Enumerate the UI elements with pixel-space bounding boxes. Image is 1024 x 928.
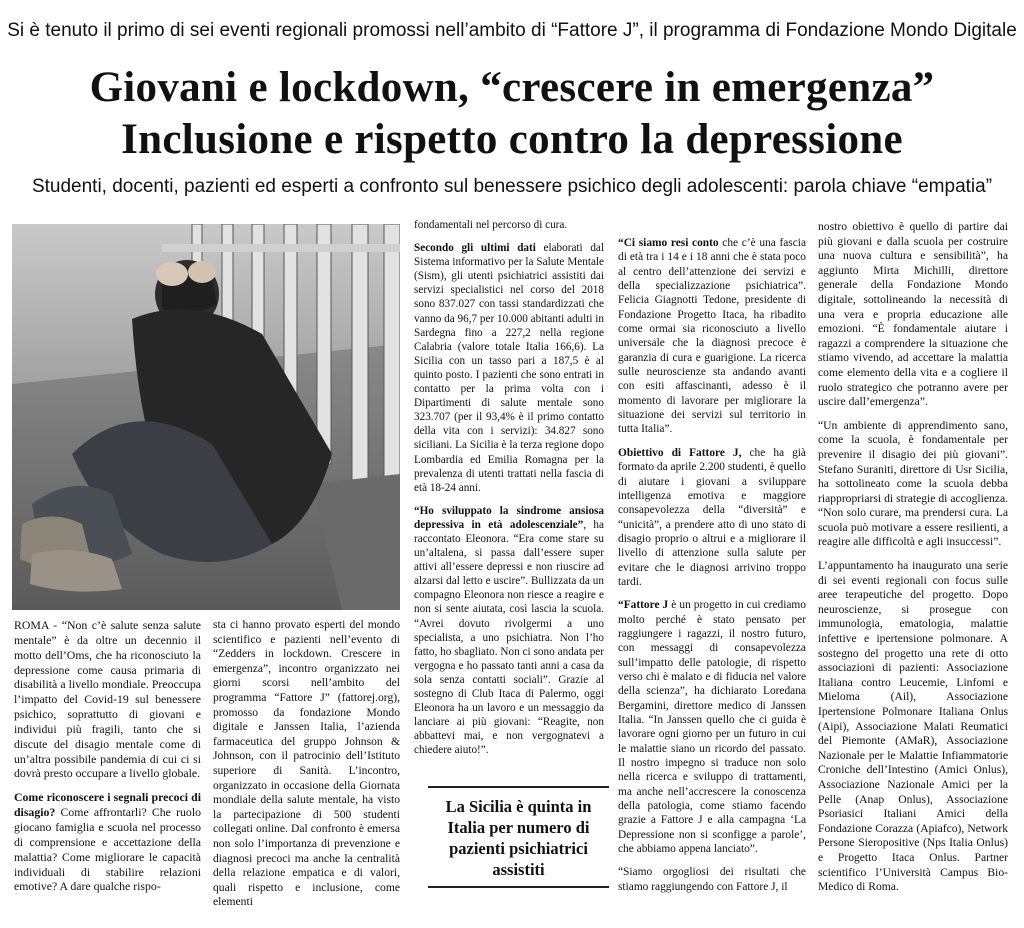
paragraph: L’appuntamento ha inaugurato una serie di sei eventi regionali con focus sulle aree terapeutiche del progetto. Dopo neuroscienze, si prosegue con immunologia, ematologia, malattie infettive e ipertensione polmonare. A sostegno del progetto una rete di otto associazioni di pazienti: Associazione Italiana contro Leucemie, Linfomi e Mieloma (Ail), Associazione Ipertensione Polmonare Italiana Onlus (Aipi), Associazione Malati Reumatici del Piemonte (AMaR), Associazione Nazionale per le Malattie Infiammatorie Croniche dell’Intestino (Amici Onlus), Associazione Nazionale Amici per la Pelle (Anap Onlus), Associazione Psoriasici Italiani Amici della Fondazione Corazza (Apiafco), Network Persone Sieropositive (Nps Italia Onlus) e Progetto Itaca Onlus. Partner scientifico l’Università Campus Bio-Medico di Roma. <box>818 559 1008 894</box>
paragraph-text: che c’è una fascia di età tra i 14 e i 18 anni che è stata poco al centro dell’attenzione dei servizi e della specializzazione psichiatrica”. Felicia Giagnotti Tedone, presidente di Fondazione Progetto Itaca, ha ribadito come ormai sia riconosciuto a livello universale che la diagnosi precoce è garanzia di cura e guarigione. La ricerca sulle neuroscienze sta andando avanti con esiti affascinanti, adesso è il momento di lavorare per migliorare la situazione dei servizi sul territorio in tutta Italia”. <box>618 237 807 436</box>
column-3 <box>414 218 604 766</box>
paragraph <box>414 504 604 758</box>
paragraph-lead: Obiettivo di Fattore J, <box>618 446 742 459</box>
paragraph-text: , ha raccontato Eleonora. “Era come stare su un’altalena, si passa dall’essere super attivi all’essere depressi e non riuscire ad alzarsi dal letto e uscire”. Bullizzata da un compagno Eleonora non riesce a reagire e non si sente aiutata, così lascia la scuola. “Avrei dovuto rivolgermi a uno specialista, a uno psichiatra. Non l’ho fatto, ho sbagliato. Non ci sono andata per vergogna e ho passato tanti anni a casa da sola senza contatti sociali”. Grazie al sostegno di Club Itaca di Palermo, oggi Eleonora ha un lavoro e un messaggio da lanciare ai più giovani: “Reagite, non abbattevi mai, e non vergognatevi a chiedere aiuto!”. <box>414 518 604 757</box>
sidebar-callout: La Sicilia è quinta in Italia per numero di pazienti psichiatrici assistiti <box>445 797 592 879</box>
paragraph: “Siamo orgogliosi dei risultati che stiamo raggiungendo con Fattore J, il <box>618 866 806 893</box>
sidebar-rule-bottom <box>428 886 609 888</box>
headline-line-2: Inclusione e rispetto contro la depressione <box>121 116 903 163</box>
paragraph-lead: “Ho sviluppato la sindrome ansiosa depressiva in età adolescenziale” <box>414 504 604 531</box>
paragraph <box>618 236 806 437</box>
paragraph: nostro obiettivo è quello di partire dai più giovani e dalla scuola per costruire una nuova cultura e sensibilità”, ha aggiunto Mirta Michilli, direttore generale della Fondazione Mondo digitale, sottolineando la necessità di una vera e propria educazione alle emozioni. “È fondamentale aiutare i ragazzi a comprendere la situazione che stiamo vivendo, ad accettare la malattia come elemento della vita e a cogliere il ruolo strategico che potranno avere per uscire dall’emergenza”. <box>818 220 1008 409</box>
paragraph <box>618 598 806 856</box>
column-5 <box>818 220 1008 904</box>
paragraph-text: è un progetto in cui crediamo molto perché è stato pensato per raggiungere i ragazzi, il nostro futuro, con messaggi di consapevolezza sull’impatto delle patologie, di rispetto verso chi è malato e di fiducia nel valore della scienza”, ha dichiarato Loredana Bergamini, direttore medico di Janssen Italia. “In Janssen quello che ci guida è lavorare ogni giorno per un futuro in cui le malattie siano un ricordo del passato. Il nostro impegno si traduce non solo nella ricerca e sviluppo di trattamenti, ma anche nell’accrescere la conoscenza della patologia, come stiamo facendo grazie a Fattore J e alla campagna ‘La Depressione non si sconfigge a parole’, che abbiamo appena lanciato”. <box>618 599 806 856</box>
paragraph: “Un ambiente di apprendimento sano, come la scuola, è fondamentale per prevenire il disagio dei più giovani”. Stefano Suraniti, direttore di Usr Sicilia, ha sottolineato come la scuola debba riappropriarsi di strategie di accoglienza. “Non solo curare, ma prendersi cura. La scuola può motivare a essere resilienti, a reagire alle difficoltà e agli insuccessi”. <box>818 418 1008 549</box>
paragraph-text: Come affrontarli? Che ruolo giocano famiglia e scuola nel processo di comprensione e accettazione della malattia? Come migliorare le capacità individuali di stabilire relazioni emotive? A dare qualche rispo- <box>14 805 201 894</box>
paragraph: sta ci hanno provato esperti del mondo scientifico e pazienti nell’evento di “Zedders in lockdown. Crescere in emergenza”, incontro organizzato nei giorni scorsi nell’ambito del programma “Fattore J” (fattorej.org), promosso da fondazione Mondo digitale e Janssen Italia, l’azienda farmaceutica del gruppo Johnson & Johnson, con il patrocinio dell’Istituto superiore di Sanità. L’incontro, organizzato in occasione della Giornata mondiale della salute mentale, ha visto la partecipazione di 500 studenti collegati online. Dal confronto è emersa non solo l’importanza di prevenzione e diagnosi precoci ma anche la centralità della relazione empatica e di valori, quali rispetto e inclusione, come elementi <box>213 618 400 909</box>
paragraph <box>618 446 806 589</box>
headline-line-1: Giovani e lockdown, “crescere in emergenza” <box>89 64 935 111</box>
paragraph-lead: Secondo gli ultimi dati <box>414 242 536 255</box>
paragraph: ROMA - “Non c’è salute senza salute mentale” è da oltre un decennio il motto dell’Oms, che ha riconosciuto la depressione come causa primaria di disabilità a livello mondiale. Preoccupa l’impatto del Covid-19 sul benessere psichico, soprattutto di giovani e individui più fragili, tanto che si discute del disagio mentale come di un’altra possibile pandemia di cui ci si dovrà presto occupare a livello globale. <box>14 618 201 781</box>
sidebar-rule-top <box>428 786 609 788</box>
paragraph-lead: Come riconoscere i segnali precoci di disagio? <box>14 790 201 820</box>
paragraph <box>14 790 201 894</box>
deck-subtitle: Studenti, docenti, pazienti ed esperti a confronto sul benessere psichico degli adolescenti: parola chiave “empatia” <box>31 176 993 197</box>
paragraph-text: che ha già formato da aprile 2.200 studenti, è quello di aiutare i giovani a sviluppare intelligenza emotiva e maggiore consapevolezza della “diversità” e “unicità”, a prendere atto di uno stato di disagio proprio o altrui e a migliorare il livello di attenzione sulla salute per evitare che le diagnosi arrivino troppo tardi. <box>618 446 806 588</box>
paragraph-lead: “Fattore J <box>618 599 669 612</box>
paragraph-text: elaborati dal Sistema informativo per la Salute Mentale (Sism), gli utenti psichiatrici assistiti dai servizi specialistici nel corso del 2018 sono 837.027 con tassi standardizzati che vanno da 96,7 per 10.000 abitanti adulti in Sardegna fino a 227,2 nella regione Calabria (valore totale Italia 166,6). La Sicilia con un tasso pari a 187,5 è al quinto posto. I pazienti che sono entrati in contatto per la prima volta con i Dipartimenti di salute mentale sono 323.707 (per il 93,4% è il primo contatto della vita con i servizi): 34.827 sono siciliani. La Sicilia è la terza regione dopo Lombardia ed Emilia Romagna per la prevalenza di utenti trattati nella fascia di età 18-24 anni. <box>414 242 604 494</box>
column-4 <box>618 236 806 903</box>
teen-sitting-photo <box>12 224 400 610</box>
paragraph-lead: “Ci siamo resi conto <box>618 237 719 249</box>
paragraph: fondamentali nel percorso di cura. <box>414 219 568 231</box>
paragraph <box>414 241 604 495</box>
kicker: Si è tenuto il primo di sei eventi regionali promossi nell’ambito di “Fattore J”, il programma di Fondazione Mondo Digitale <box>7 20 1017 41</box>
article-photo <box>12 224 400 610</box>
column-1 <box>14 618 201 903</box>
column-2 <box>213 618 400 919</box>
